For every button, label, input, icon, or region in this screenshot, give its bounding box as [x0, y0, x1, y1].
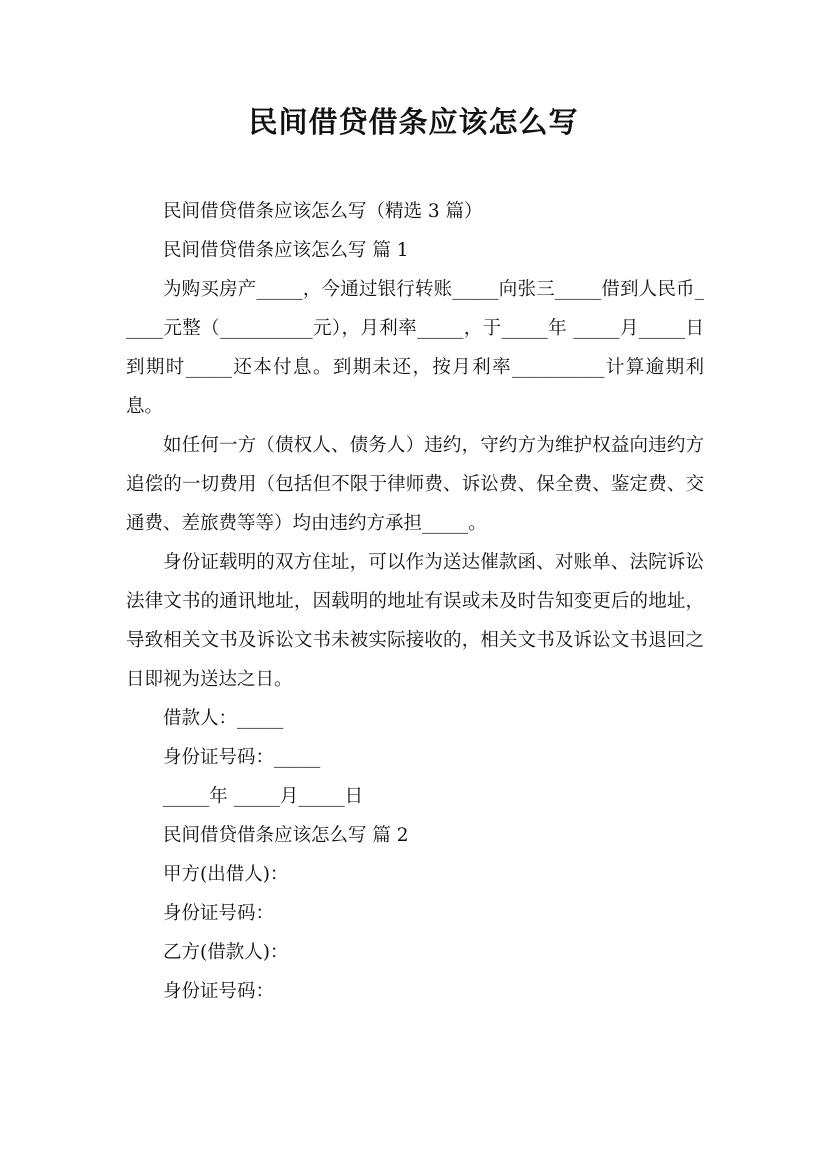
loan-terms-paragraph: 为购买房产_____，今通过银行转账_____向张三_____借到人民币_____元整（__________元），月利率_____，于_____年 _____月_____日到期时_____还本付息。到期未还，按月利率__________计算逾期利息。 — [126, 279, 704, 417]
party-b-id-line: 身份证号码： — [163, 981, 275, 1002]
section-heading-1: 民间借贷借条应该怎么写 篇 1 — [163, 240, 409, 261]
party-b-line: 乙方(借款人)： — [163, 942, 289, 963]
id-number-line: 身份证号码：_____ — [163, 747, 321, 768]
date-line: _____年 _____月_____日 — [163, 786, 364, 807]
subtitle-selected: 民间借贷借条应该怎么写（精选 3 篇） — [163, 201, 483, 222]
party-a-id-line: 身份证号码： — [163, 903, 275, 924]
section-heading-2: 民间借贷借条应该怎么写 篇 2 — [163, 825, 409, 846]
address-paragraph: 身份证载明的双方住址，可以作为送达催款函、对账单、法院诉讼法律文书的通讯地址，因载明的地址有误或未及时告知变更后的地址，导致相关文书及诉讼文书未被实际接收的，相关文书及诉讼文书退回之日即视为送达之日。 — [126, 552, 704, 690]
document-title: 民间借贷借条应该怎么写 — [248, 105, 579, 139]
document-body — [126, 192, 704, 1011]
party-a-line: 甲方(出借人)： — [163, 864, 289, 885]
breach-paragraph: 如任何一方（债权人、债务人）违约，守约方为维护权益向违约方追偿的一切费用（包括但不限于律师费、诉讼费、保全费、鉴定费、交通费、差旅费等等）均由违约方承担_____。 — [126, 435, 704, 534]
borrower-line: 借款人：_____ — [163, 708, 284, 729]
